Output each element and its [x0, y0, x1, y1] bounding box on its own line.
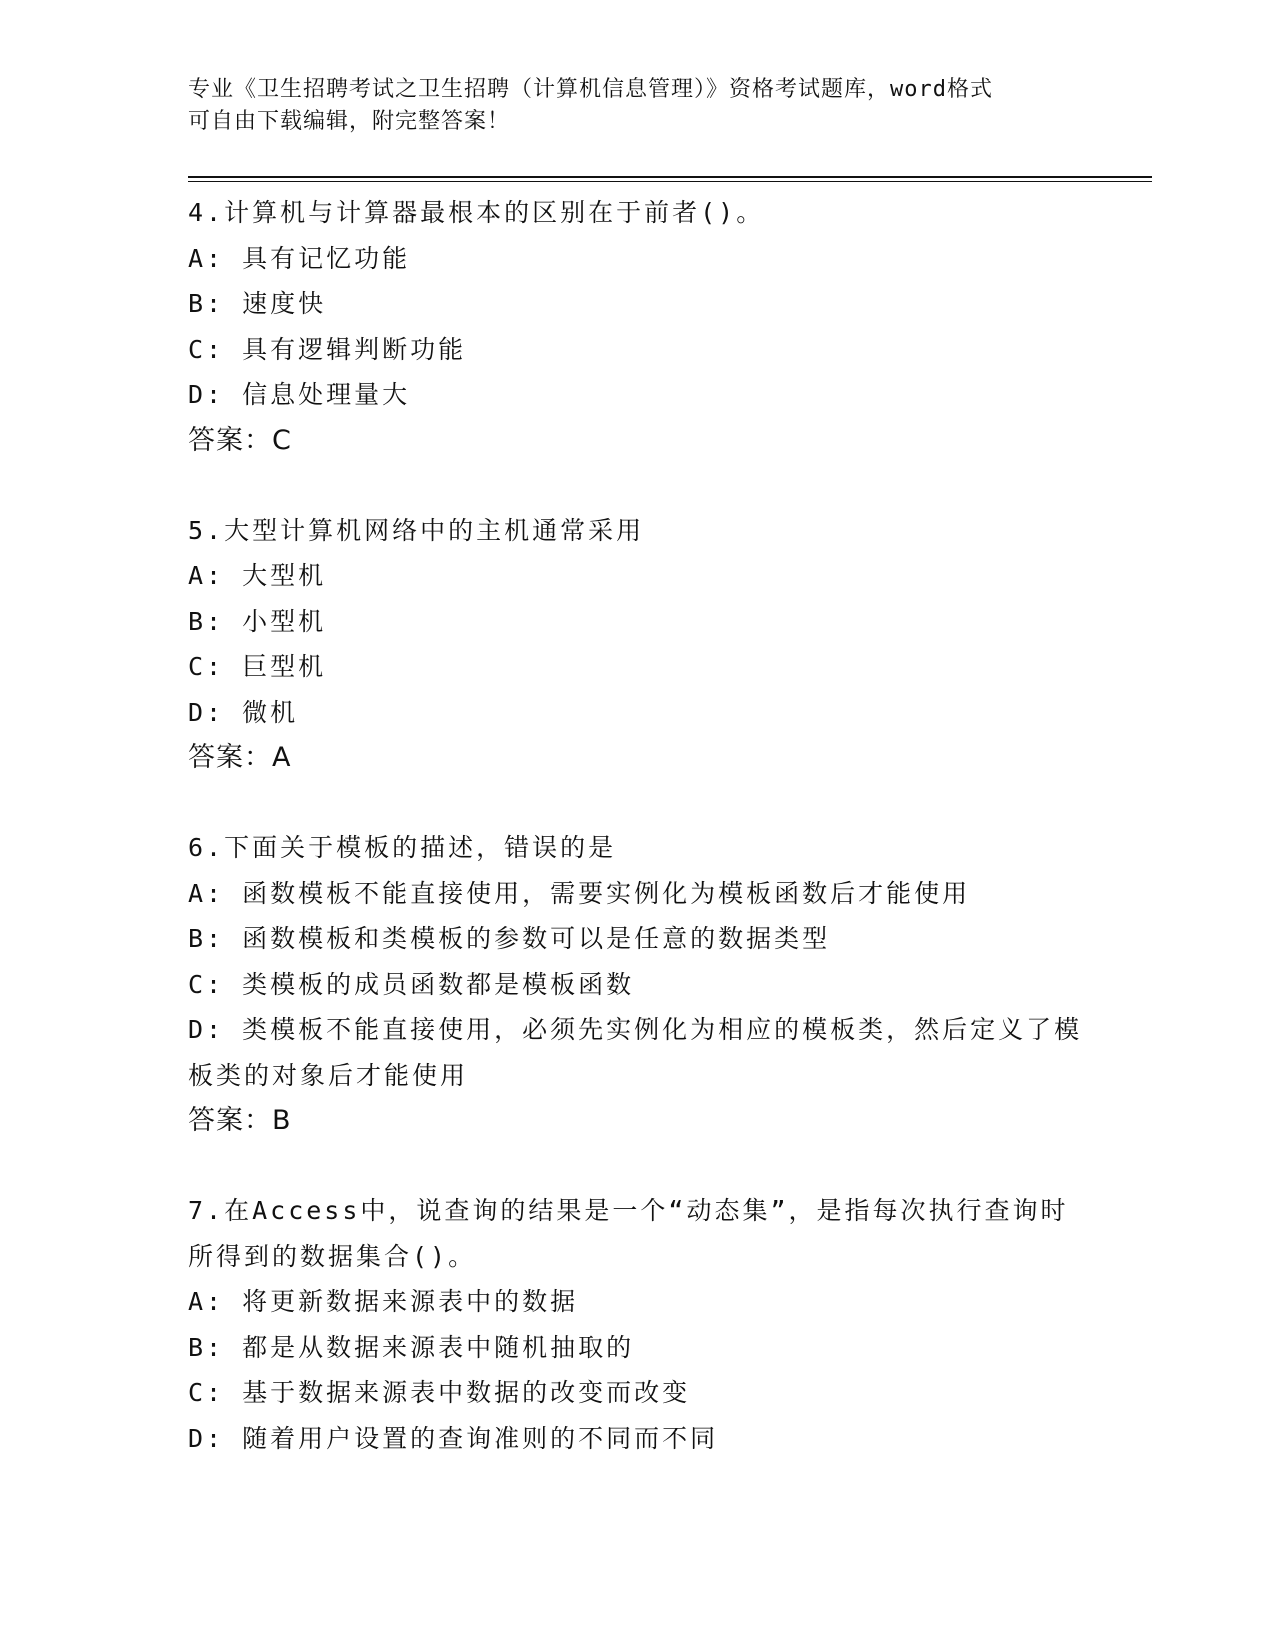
option-d: D: 微机 — [188, 697, 299, 727]
option-d: D: 随着用户设置的查询准则的不同而不同 — [188, 1423, 719, 1453]
question-item — [188, 508, 1088, 781]
option-c: C: 基于数据来源表中数据的改变而改变 — [188, 1378, 691, 1407]
question-text: 5.大型计算机网络中的主机通常采用 — [188, 515, 645, 545]
option-b: B: 小型机 — [188, 606, 327, 636]
question-list — [188, 190, 1088, 1506]
option-d: D: 类模板不能直接使用，必须先实例化为相应的模板类，然后定义了模板类的对象后才能使用 — [188, 1015, 1083, 1090]
answer-text: 答案：B — [188, 1105, 292, 1136]
question-text: 4.计算机与计算器最根本的区别在于前者()。 — [188, 198, 765, 227]
question-item — [188, 825, 1088, 1143]
question-text: 6.下面关于模板的描述，错误的是 — [188, 833, 617, 862]
option-c: C: 具有逻辑判断功能 — [188, 334, 467, 364]
question-item — [188, 1188, 1088, 1461]
header-line-1: 专业《卫生招聘考试之卫生招聘（计算机信息管理）》资格考试题库，word格式 — [188, 77, 993, 102]
option-c: C: 类模板的成员函数都是模板函数 — [188, 969, 635, 999]
question-text: 7.在Access中，说查询的结果是一个“动态集”，是指每次执行查询时所得到的数据集合()。 — [188, 1196, 1069, 1271]
option-a: A: 具有记忆功能 — [188, 243, 411, 273]
option-a: A: 将更新数据来源表中的数据 — [188, 1287, 579, 1316]
answer-text: 答案：A — [188, 742, 292, 773]
option-c: C: 巨型机 — [188, 652, 327, 681]
option-b: B: 都是从数据来源表中随机抽取的 — [188, 1332, 635, 1362]
option-a: A: 函数模板不能直接使用，需要实例化为模板函数后才能使用 — [188, 878, 971, 908]
option-b: B: 速度快 — [188, 289, 327, 318]
header-line-2: 可自由下载编辑，附完整答案！ — [188, 109, 511, 134]
header-divider-thin — [188, 181, 1152, 182]
option-a: A: 大型机 — [188, 561, 327, 590]
answer-text: 答案：C — [188, 424, 292, 456]
document-header — [188, 74, 1068, 138]
question-item — [188, 190, 1088, 463]
option-d: D: 信息处理量大 — [188, 380, 411, 409]
header-divider-thick — [188, 176, 1152, 178]
option-b: B: 函数模板和类模板的参数可以是任意的数据类型 — [188, 924, 831, 953]
